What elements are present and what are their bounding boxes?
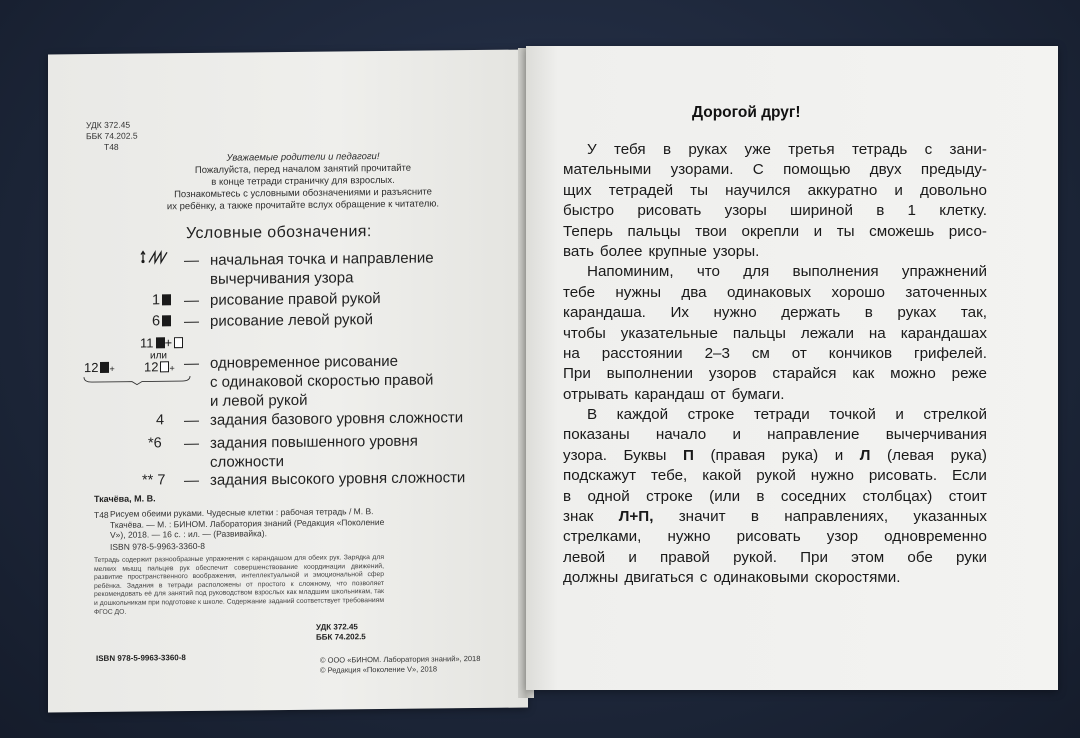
letter-line [563,568,987,588]
letter-word: заточенных [905,283,987,301]
letter-word: рука) [950,446,987,464]
letter-word: рисовать [736,528,801,546]
letter-word: более [599,242,643,260]
letter-word: узор [826,528,859,546]
letter-word: третья [788,141,835,158]
letter-word: помощью [783,161,851,179]
letter-word: кончиков [828,344,893,362]
letter-word: упражнений [901,263,987,281]
letter-word: выполнении [606,365,694,383]
catalog-annotation: Тетрадь содержит разнообразные упражнения с карандашом для обеих рук. Зарядка для мелких мышц пальцев рук обеспечит совершенствование координации движений, развитие пространственного воображения, интеллектуальной и эмоциональной сфер ребёнка. Задания в тетради расположены от простого к сложному, что позволяет рекомендовать её для занятий под руководством взрослых как младшим школьникам, так и дошкольникам при подготовке к школе. Содержание заданий соответствует требованиям ФГОС ДО. [94,553,384,616]
legend-text: с одинаковой скоростью правой [210,371,434,391]
letter-word: тетрадей [608,181,674,199]
both-hands-symbol: 11 + [140,335,183,350]
letter-word: У [587,141,597,158]
classification-codes [86,120,138,143]
letter-word: тебе [563,283,596,301]
legend-dash: — [184,312,199,331]
letter-word: стрелкой [923,406,987,424]
letter-word: грифелей. [914,344,987,362]
legend-dash: — [184,291,199,310]
letter-word: от [710,385,726,403]
left-hand-icon [156,337,165,348]
legend-number: 11 [140,335,154,351]
letter-word: как [852,365,875,383]
letter-word: узорами. [670,161,734,179]
letter-word: карандаша. [563,304,646,322]
isbn-footer: ISBN 978-5-9963-3360-8 [96,653,186,664]
letter-word: щих [563,181,592,199]
letter-word: что [696,263,720,281]
bbk-code: ББК 74.202.5 [86,130,138,142]
legend-row [48,248,518,288]
legend-dash: — [184,354,199,373]
letter-word: уже [744,141,771,158]
letter-word: 1 [907,202,916,220]
letter-word: одинаковых [727,283,812,301]
letter-line [563,324,987,344]
letter-word: на [868,324,886,342]
letter-line [563,446,987,466]
letter-word: на [563,344,580,362]
letter-line [563,405,987,425]
letter-word: знак [563,508,594,526]
letter-word: указанных [913,508,987,526]
letter-body [563,140,987,589]
bbk-code: ББК 74.202.5 [316,632,366,642]
letter-word: старайся [772,365,837,383]
letter-word: соседних [780,487,847,505]
letter-word: научился [725,181,791,199]
letter-word: столбцах) [862,487,933,505]
letter-word: узоров [708,365,757,383]
letter-line [563,303,987,323]
legend-number: 12 [84,359,99,376]
letter-word: При [563,365,591,383]
letter-word: Л [859,446,871,464]
letter-word: в [662,141,672,158]
udk-code: УДК 372.45 [86,119,131,131]
letter-word: реже [951,365,987,383]
letter-word: Если [952,467,987,485]
letter-line [563,527,987,547]
letter-word: двух [869,161,902,179]
letter-word: левой [563,548,606,566]
legend-text: начальная точка и направление [210,249,434,269]
note-line: их ребёнку, а также прочитайте вслух обращение к читателю. [166,198,440,213]
legend-text: рисование правой рукой [210,290,381,309]
letter-word: крупные [648,242,707,260]
letter-word: руки [956,548,987,566]
left-hand-icon [162,315,171,326]
letter-word: ты [690,181,709,199]
letter-word: в [864,304,873,322]
letter-word: каждой [616,406,669,424]
letter-word: показаны [563,426,630,444]
legend-row [48,431,518,471]
letter-word: с [924,141,933,158]
letter-word: и [895,406,904,424]
letter-word: расстоянии [601,344,683,362]
catalog-classification [316,622,366,643]
left-hand-icon [100,362,109,373]
letter-line [563,222,987,242]
letter-word: этом [851,548,885,566]
legend-or: или [150,350,168,362]
letter-word: и [628,548,637,566]
letter-word: (правая [710,446,766,464]
legend-dash: — [184,411,199,430]
letter-word: так, [960,304,987,322]
udk-code: УДК 372.45 [316,622,358,632]
letter-word: нужно [667,528,711,546]
legend-number: 4 [156,412,165,429]
letter-word: какой [702,467,742,485]
letter-word: нужно [713,304,757,322]
letter-word: карандашах [900,324,987,342]
letter-word: одной [587,487,630,505]
parents-note [138,150,468,213]
letter-line [563,283,987,303]
letter-word: скоростями. [814,569,901,587]
letter-word: направлениях, [784,508,889,526]
legend-row [48,288,518,310]
letter-word: аккуратно [807,181,878,199]
note-line: Пожалуйста, перед началом занятий прочитайте [194,162,412,176]
letter-word: узоры. [712,242,760,260]
legend-number: ** 7 [142,472,166,489]
letter-word: Напоминим, [587,263,674,281]
legend-text: и левой рукой [210,391,308,410]
legend-text: задания высокого уровня сложности [210,469,466,489]
letter-word: нужно [810,467,854,485]
letter-word: шириной [790,202,853,220]
letter-word: узора. [563,446,607,464]
letter-word: узоры [724,202,767,220]
letter-word: начало [655,426,707,444]
letter-word: В [587,406,598,424]
catalog-isbn: ISBN 978-5-9963-3360-8 [110,540,205,552]
letter-word: лежали [800,324,854,342]
letter-line [563,242,987,262]
letter-word: рисо- [948,222,987,240]
letter-word: для [743,263,770,281]
letter-word: два [681,283,707,301]
letter-word: руках [688,141,728,158]
legend-text: сложности [210,453,285,471]
letter-word: (или [709,487,741,505]
legend-dash: — [184,251,199,270]
letter-line [563,262,987,282]
legend-text: задания базового уровня сложности [210,409,464,429]
letter-word: (левая [887,446,934,464]
legend-text: одновременное рисование [210,352,398,372]
note-line: в конце тетради страничку для взрослых. [211,174,395,188]
letter-word: тебе, [651,467,688,485]
letter-word: точкой [829,406,876,424]
catalog-author: Ткачёва, М. В. [94,493,156,505]
letter-word: отрывать [563,385,629,403]
letter-word: подскажут [563,467,637,485]
letter-word: указательные [620,324,718,342]
letter-line [563,201,987,221]
letter-line [563,344,987,364]
letter-word: сможешь [869,222,935,240]
bracket-icon [82,375,192,386]
legend-number: 12 [143,359,159,375]
letter-word: нужны [615,283,662,301]
letter-line [563,466,987,486]
letter-word: двигаться [624,569,694,587]
letter-word: довольно [920,181,987,199]
letter-word: тетрадь [851,141,908,158]
start-point-arrow-icon [140,249,176,265]
letter-word: и [834,446,844,464]
letter-word: одинаковыми [713,569,809,587]
letter-word: рисовать. [868,467,938,485]
right-page [526,46,1058,690]
letter-word: и [894,181,903,199]
letter-word: мательными [563,161,652,179]
letter-word: карандаш [634,385,705,403]
letter-word: одновременно [884,528,987,546]
note-line: Познакомьтесь с условными обозначениями и разъясните [174,186,432,201]
letter-word: от [791,344,807,362]
letter-word: см [751,344,770,362]
letter-line [563,160,987,180]
legend-text: задания повышенного уровня [210,432,418,452]
left-page [48,49,528,712]
letter-word: тетради [753,406,810,424]
letter-word: окрепли [741,222,800,240]
letter-word: выполнения [792,263,879,281]
right-hand-icon [160,361,169,372]
letter-word: хорошо [831,283,885,301]
legend-number: 6 [152,313,161,330]
letter-word: в [756,487,765,505]
letter-word: 2–3 [704,344,730,362]
letter-word: Теперь [563,222,613,240]
letter-title: Дорогой друг! [692,104,801,121]
author-mark: Т48 [104,141,119,152]
letter-line [563,425,987,445]
letter-word: и [732,426,741,444]
letter-word: Л+П, [618,508,654,526]
copyright-line: © Редакция «Поколение V», 2018 [320,664,438,675]
letter-word: Их [670,304,689,322]
letter-line [563,364,987,384]
letter-word: можно [890,365,936,383]
letter-word: тебя [613,141,646,158]
note-greeting: Уважаемые родители и [226,151,337,164]
letter-word: бумаги. [731,385,785,403]
letter-line [563,385,987,405]
letter-word: с [699,569,708,587]
letter-word: в [876,202,885,220]
letter-word: чтобы [563,324,606,342]
letter-word: стоит [948,487,987,505]
copyright-block [320,654,480,676]
letter-line [563,548,987,568]
right-hand-icon [162,294,171,305]
legend-title: Условные обозначения: [186,223,372,243]
letter-word: П [682,446,694,464]
catalog-description: Рисуем обеими руками. Чудесные клетки : рабочая тетрадь / М. В. Ткачёва. — М. : БИНОМ. Лаборатория знаний (Редакция «Поколение V»), 2018. — 16 с. : ил. — (Развивайка). [110,506,385,540]
letter-word: руках [897,304,937,322]
letter-word: пальцы [627,222,681,240]
letter-word: направление [767,426,860,444]
right-hand-icon [174,337,183,348]
letter-line [563,140,987,160]
copyright-line: © ООО «БИНОМ. Лаборатория знаний», 2018 [320,653,481,665]
letter-word: твои [695,222,727,240]
legend-dash: — [184,471,199,490]
letter-word: ты [836,222,855,240]
letter-word: предыду- [920,161,987,179]
letter-word: значит [678,508,726,526]
letter-line [563,507,987,527]
letter-word: С [752,161,764,179]
letter-word: должны [563,569,619,587]
letter-word: вать [563,242,594,260]
letter-word: правой [659,548,710,566]
letter-word: держать [781,304,841,322]
letter-word: в [563,487,572,505]
letter-word: рукой. [733,548,777,566]
letter-line [563,181,987,201]
letter-word: рисовать [637,202,702,220]
letter-word: вычерчивания [885,426,987,444]
letter-word: При [800,548,828,566]
letter-word: в [750,508,759,526]
letter-line [563,487,987,507]
legend-number: *6 [148,435,162,452]
letter-word: пальцы [732,324,786,342]
letter-word: строке [646,487,693,505]
legend-dash: — [184,434,199,453]
letter-word: стрелками, [563,528,642,546]
letter-word: клетку. [939,202,987,220]
letter-word: рука) [781,446,819,464]
letter-word: строке [687,406,735,424]
catalog-code: Т48 [94,509,109,521]
open-workbook [38,40,1040,710]
letter-word: рукой [756,467,796,485]
legend-row [48,309,518,331]
legend-text: вычерчивания узора [210,269,354,288]
both-hands-symbol-alt: 12 + 12 + [84,359,175,376]
letter-word: и [813,222,823,240]
letter-word: зани- [949,141,987,158]
note-greeting-b: педагоги! [336,151,380,163]
letter-word: быстро [563,202,615,220]
letter-word: обе [907,548,933,566]
legend-text: рисование левой рукой [210,311,373,330]
letter-word: Буквы [623,446,667,464]
legend-number: 1 [152,292,161,309]
